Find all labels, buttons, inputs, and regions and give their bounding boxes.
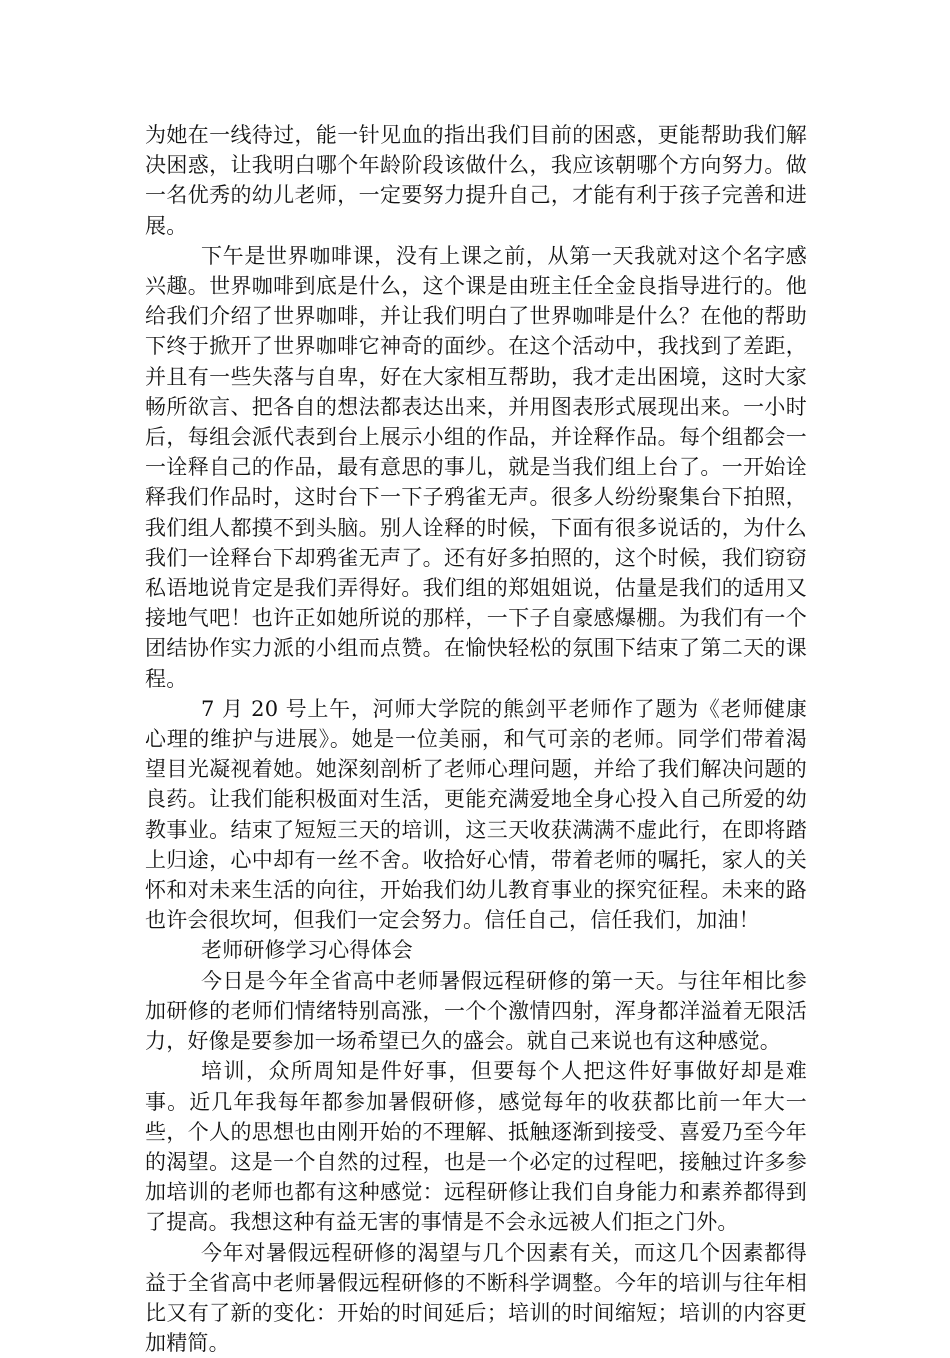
section-heading: 老师研修学习心得体会 [201, 938, 413, 963]
paragraph-1: 为她在一线待过，能一针见血的指出我们目前的困惑，更能帮助我们解决困惑，让我明白哪个年龄阶段该做什么，我应该朝哪个方向努力。做一名优秀的幼儿老师，一定要努力提升自己，才能有利于孩子完善和进展。 [145, 123, 807, 238]
paragraph-4: 今日是今年全省高中老师暑假远程研修的第一天。与往年相比参加研修的老师们情绪特别高涨，一个个激情四射，浑身都洋溢着无限活力，好像是要参加一场希望已久的盛会。就自己来说也有这种感觉。 [145, 968, 807, 1054]
paragraph-3: 7 月 20 号上午，河师大学院的熊剑平老师作了题为《老师健康心理的维护与进展》。她是一位美丽，和气可亲的老师。同学们带着渴望目光凝视着她。她深刻剖析了老师心理问题，并给了我们解决问题的良药。让我们能积极面对生活，更能充满爱地全身心投入自己所爱的幼教事业。结束了短短三天的培训，这三天收获满满不虚此行，在即将踏上归途，心中却有一丝不舍。收拾好心情，带着老师的嘱托，家人的关怀和对未来生活的向往，开始我们幼儿教育事业的探究征程。未来的路也许会很坎坷，但我们一定会努力。信任自己，信任我们，加油！ [145, 696, 807, 933]
paragraph-2: 下午是世界咖啡课，没有上课之前，从第一天我就对这个名字感兴趣。世界咖啡到底是什么，这个课是由班主任全金良指导进行的。他给我们介绍了世界咖啡，并让我们明白了世界咖啡是什么？在他的帮助下终于掀开了世界咖啡它神奇的面纱。在这个活动中，我找到了差距，并且有一些失落与自卑，好在大家相互帮助，我才走出困境，这时大家畅所欲言、把各自的想法都表达出来，并用图表形式展现出来。一小时后，每组会派代表到台上展示小组的作品，并诠释作品。每个组都会一一诠释自己的作品，最有意思的事儿，就是当我们组上台了。一开始诠释我们作品时，这时台下一下子鸦雀无声。很多人纷纷聚集台下拍照，我们组人都摸不到头脑。别人诠释的时候，下面有很多说话的，为什么我们一诠释台下却鸦雀无声了。还有好多拍照的，这个时候，我们窃窃私语地说肯定是我们弄得好。我们组的郑姐姐说，估量是我们的适用又接地气吧！也许正如她所说的那样，一下子自豪感爆棚。为我们有一个团结协作实力派的小组而点赞。在愉快轻松的氛围下结束了第二天的课程。 [145, 243, 807, 691]
paragraph-6: 今年对暑假远程研修的渴望与几个因素有关，而这几个因素都得益于全省高中老师暑假远程研修的不断科学调整。今年的培训与往年相比又有了新的变化：开始的时间延后；培训的时间缩短；培训的内容更加精简。 [145, 1240, 807, 1356]
paragraph-5: 培训，众所周知是件好事，但要每个人把这件好事做好却是难事。近几年我每年都参加暑假研修，感觉每年的收获都比前一年大一些，个人的思想也由刚开始的不理解、抵触逐渐到接受、喜爱乃至今年的渴望。这是一个自然的过程，也是一个必定的过程吧，接触过许多参加培训的老师也都有这种感觉：远程研修让我们自身能力和素养都得到了提高。我想这种有益无害的事情是不会永远被人们拒之门外。 [145, 1059, 807, 1235]
document-body [145, 120, 807, 1358]
